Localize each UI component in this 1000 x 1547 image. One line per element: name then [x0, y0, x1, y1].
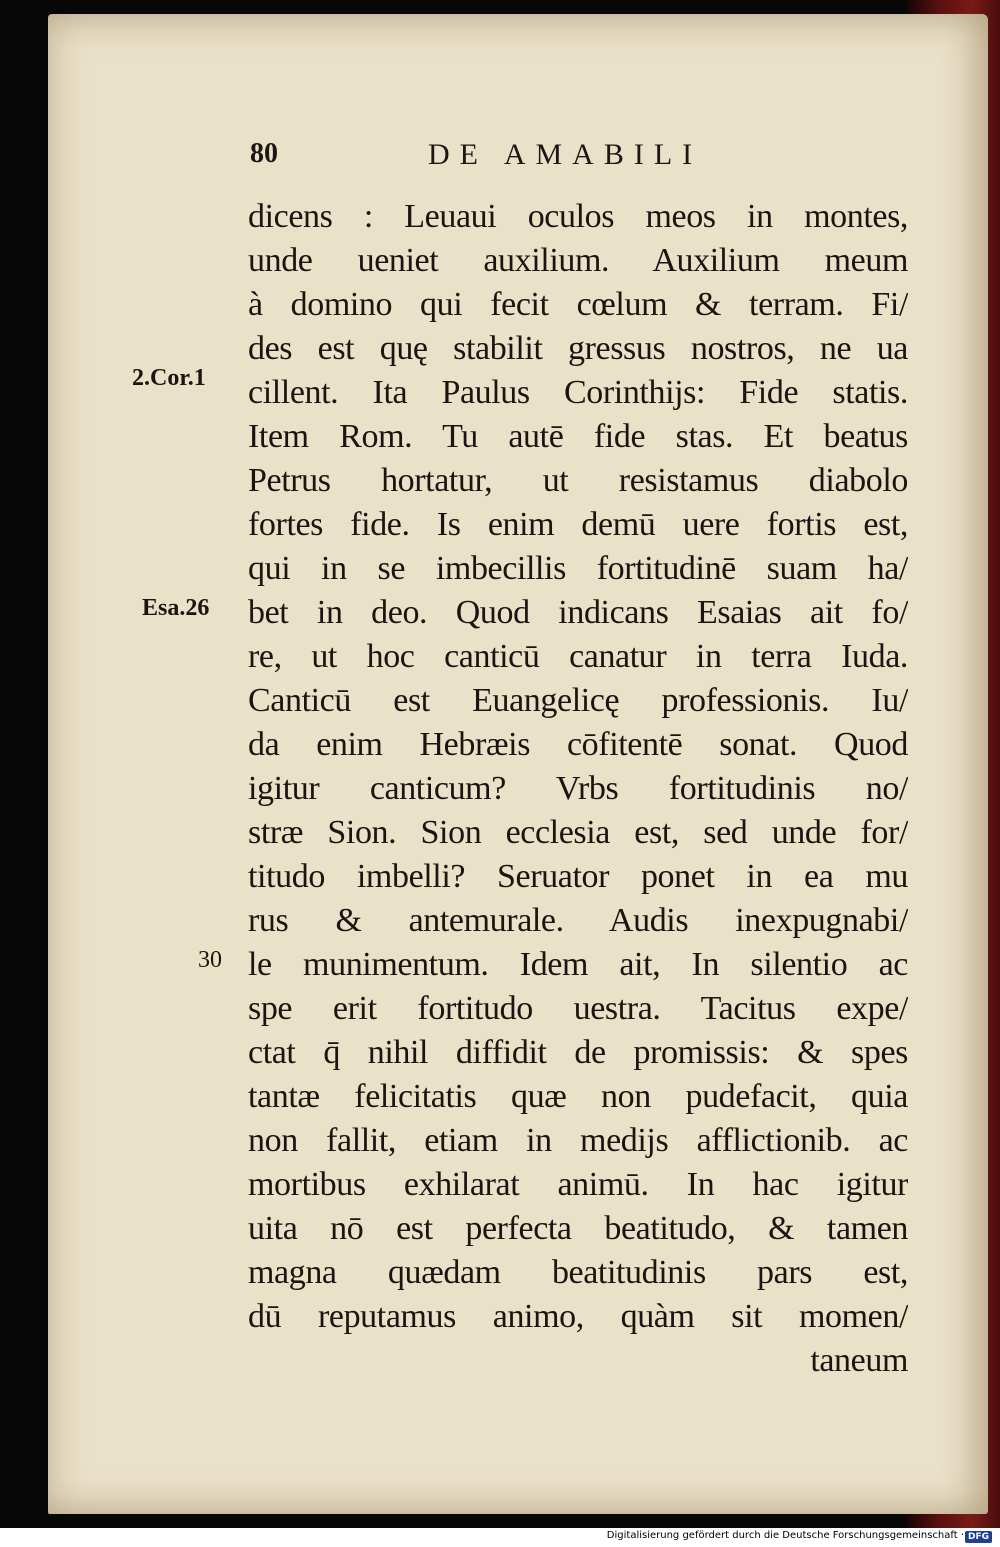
margin-note-reference: Esa.26 [142, 595, 210, 621]
text-line: dicens : Leuaui oculos meos in montes, [248, 198, 908, 235]
text-line: Petrus hortatur, ut resistamus diabolo [248, 462, 908, 499]
text-line: mortibus exhilarat animū. In hac igitur [248, 1166, 908, 1203]
text-line: spe erit fortitudo uestra. Tacitus expe/ [248, 990, 908, 1027]
catchword: taneum [810, 1342, 908, 1379]
text-line: des est quę stabilit gressus nostros, ne ua [248, 330, 908, 367]
running-title: DE AMABILI [428, 138, 703, 171]
text-line: dū reputamus animo, quàm sit momen/ [248, 1298, 908, 1335]
text-line: unde ueniet auxilium. Auxilium meum [248, 242, 908, 279]
margin-line-number: 30 [198, 947, 222, 973]
text-line: le munimentum. Idem ait, In silentio ac [248, 946, 908, 983]
text-line: fortes fide. Is enim demū uere fortis est, [248, 506, 908, 543]
text-line: stræ Sion. Sion ecclesia est, sed unde for/ [248, 814, 908, 851]
text-line: magna quædam beatitudinis pars est, [248, 1254, 908, 1291]
text-line: Item Rom. Tu autē fide stas. Et beatus [248, 418, 908, 455]
footer-bar [0, 1528, 1000, 1547]
text-line: re, ut hoc canticū canatur in terra Iuda. [248, 638, 908, 675]
text-line: tantæ felicitatis quæ non pudefacit, quia [248, 1078, 908, 1115]
text-line: bet in deo. Quod indicans Esaias ait fo/ [248, 594, 908, 631]
text-line: uita nō est perfecta beatitudo, & tamen [248, 1210, 908, 1247]
text-line: cillent. Ita Paulus Corinthijs: Fide statis. [248, 374, 908, 411]
funding-credit: Digitalisierung gefördert durch die Deutsche Forschungsgemeinschaft · [606, 1530, 964, 1541]
text-line: ctat q̄ nihil diffidit de promissis: & spes [248, 1034, 908, 1071]
text-line: non fallit, etiam in medijs afflictionib. ac [248, 1122, 908, 1159]
text-line: igitur canticum? Vrbs fortitudinis no/ [248, 770, 908, 807]
running-head [250, 138, 770, 178]
dfg-logo-icon: DFG [965, 1531, 992, 1543]
margin-note-reference: 2.Cor.1 [132, 365, 206, 391]
text-line: à domino qui fecit cœlum & terram. Fi/ [248, 286, 908, 323]
text-line: Canticū est Euangelicę professionis. Iu/ [248, 682, 908, 719]
page-number: 80 [250, 138, 278, 169]
text-line: da enim Hebræis cōfitentē sonat. Quod [248, 726, 908, 763]
text-line: qui in se imbecillis fortitudinē suam ha/ [248, 550, 908, 587]
text-line: rus & antemurale. Audis inexpugnabi/ [248, 902, 908, 939]
text-block [248, 195, 908, 1383]
text-line: titudo imbelli? Seruator ponet in ea mu [248, 858, 908, 895]
